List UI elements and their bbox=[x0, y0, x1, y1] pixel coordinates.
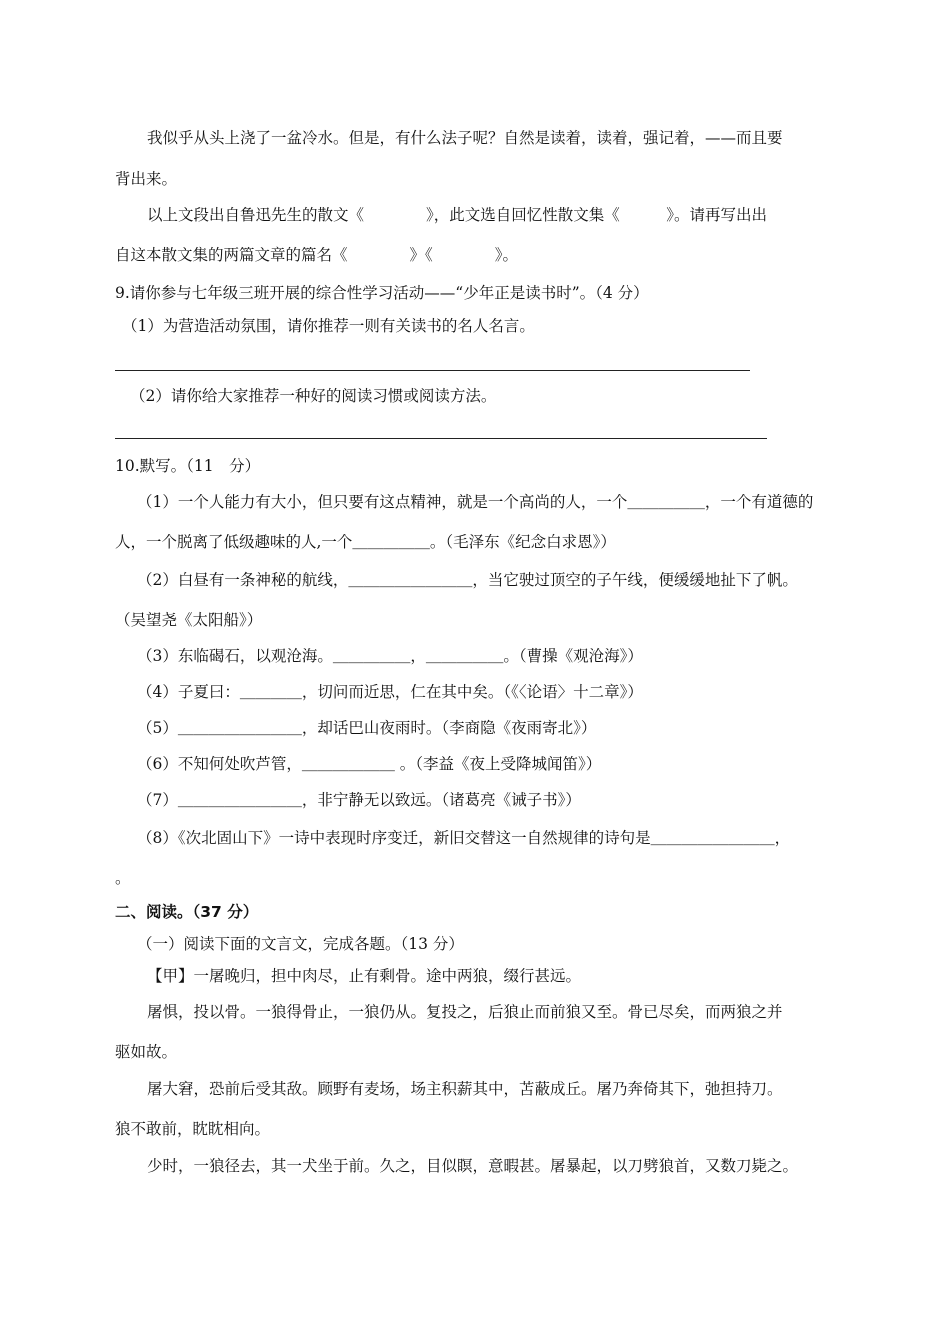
section-2-title: 二、阅读。（37 分） bbox=[115, 903, 259, 921]
dictation-item: （4）子夏曰：＿＿＿＿，切问而近思，仁在其中矣。（《〈论语〉十二章》） bbox=[137, 683, 643, 701]
passage-line: 我似乎从头上浇了一盆冷水。但是，有什么法子呢？自然是读着，读着，强记着，——而且要 bbox=[147, 129, 783, 147]
dictation-item: 。 bbox=[115, 869, 131, 887]
dictation-item: （2）白昼有一条神秘的航线，＿＿＿＿＿＿＿＿，当它驶过顶空的子午线，便缓缓地扯下了帆。 bbox=[137, 571, 798, 589]
question-9-title: 9.请你参与七年级三班开展的综合性学习活动——“少年正是读书时”。（4 分） bbox=[115, 284, 649, 302]
classical-text-line: 屠惧，投以骨。一狼得骨止，一狼仍从。复投之，后狼止而前狼又至。骨已尽矣，而两狼之并 bbox=[147, 1003, 783, 1021]
dictation-item: （5）＿＿＿＿＿＿＿＿，却话巴山夜雨时。（李商隐《夜雨寄北》） bbox=[137, 719, 597, 737]
classical-text-line: 少时，一狼径去，其一犬坐于前。久之，目似瞑，意暇甚。屠暴起，以刀劈狼首，又数刀毙之。 bbox=[147, 1157, 799, 1175]
classical-text-line: 狼不敢前，眈眈相向。 bbox=[115, 1120, 271, 1138]
question-8-line: 以上文段出自鲁迅先生的散文《 》，此文选自回忆性散文集《 》。请再写出出 bbox=[147, 206, 768, 224]
dictation-item: （6）不知何处吹芦管，＿＿＿＿＿＿ 。（李益《夜上受降城闻笛》） bbox=[137, 755, 602, 773]
dictation-item: （3）东临碣石，以观沧海。＿＿＿＿＿，＿＿＿＿＿。（曹操《观沧海》） bbox=[137, 647, 643, 665]
answer-line[interactable] bbox=[115, 438, 767, 439]
dictation-item: （8）《次北固山下》一诗中表现时序变迁，新旧交替这一自然规律的诗句是＿＿＿＿＿＿＿＿， bbox=[137, 829, 791, 847]
question-9-sub1: （1）为营造活动氛围，请你推荐一则有关读书的名人名言。 bbox=[122, 317, 535, 335]
classical-text-line: 【甲】一屠晚归，担中肉尽，止有剩骨。途中两狼，缀行甚远。 bbox=[147, 967, 582, 985]
classical-text-line: 驱如故。 bbox=[115, 1043, 178, 1061]
dictation-item: 人，一个脱离了低级趣味的人,一个＿＿＿＿＿。（毛泽东《纪念白求恩》） bbox=[115, 533, 616, 551]
dictation-item: （吴望尧《太阳船》） bbox=[115, 611, 263, 629]
question-9-sub2: （2）请你给大家推荐一种好的阅读习惯或阅读方法。 bbox=[130, 387, 497, 405]
classical-text-line: 屠大窘，恐前后受其敌。顾野有麦场，场主积薪其中，苫蔽成丘。屠乃奔倚其下，弛担持刀。 bbox=[147, 1080, 783, 1098]
passage-line: 背出来。 bbox=[115, 170, 178, 188]
dictation-item: （1）一个人能力有大小，但只要有这点精神，就是一个高尚的人，一个＿＿＿＿＿，一个有道德的 bbox=[137, 493, 814, 511]
dictation-item: （7）＿＿＿＿＿＿＿＿，非宁静无以致远。（诸葛亮《诫子书》） bbox=[137, 791, 581, 809]
reading-part-1-title: （一）阅读下面的文言文，完成各题。（13 分） bbox=[137, 935, 464, 953]
question-10-title: 10.默写。（11 分） bbox=[115, 457, 261, 475]
question-8-line: 自这本散文集的两篇文章的篇名《 》《 》。 bbox=[115, 246, 519, 264]
answer-line[interactable] bbox=[115, 370, 750, 371]
